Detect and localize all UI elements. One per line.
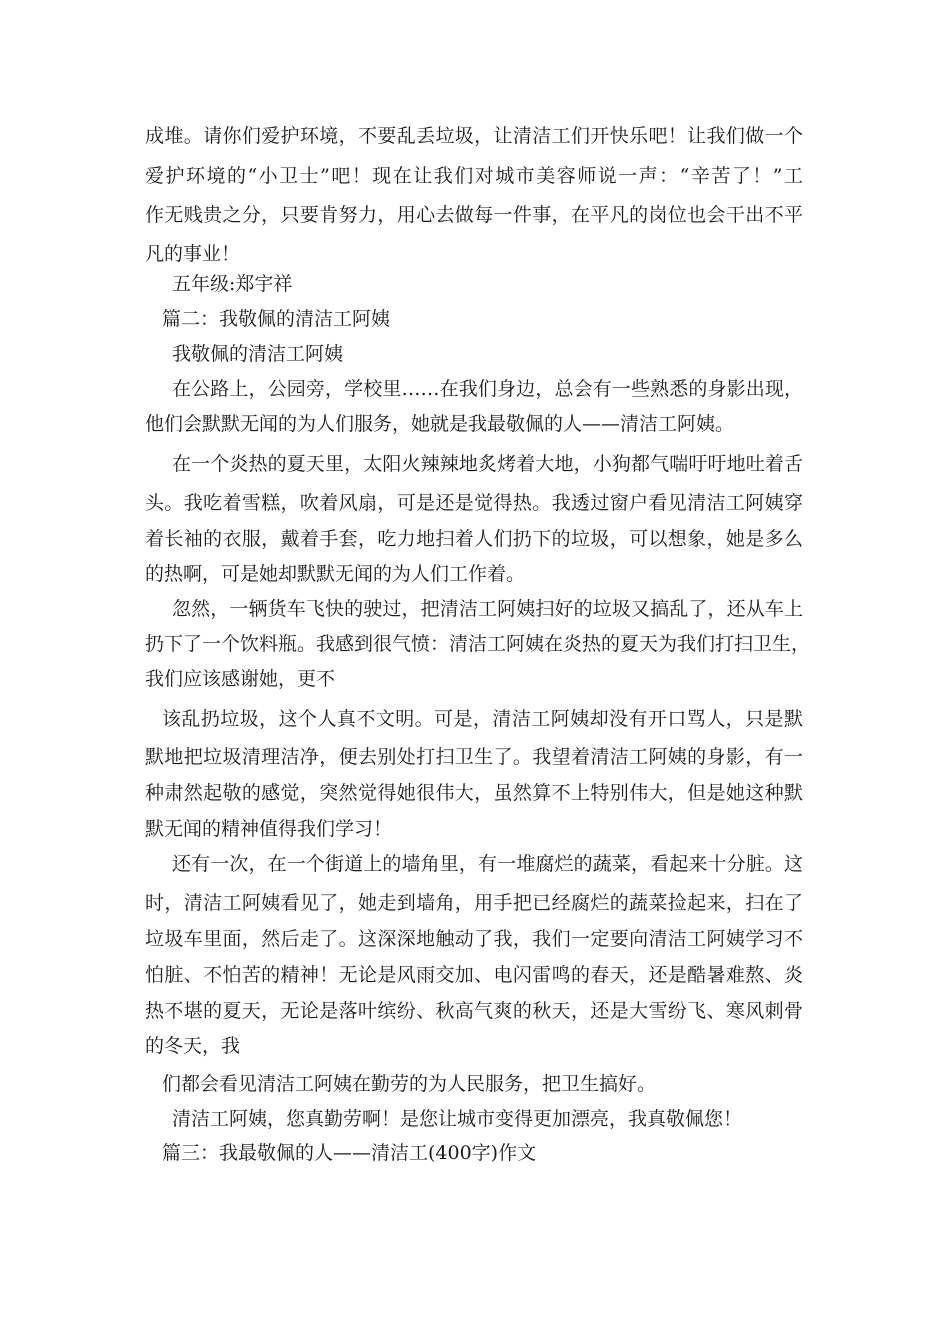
text-line: 扔下了一个饮料瓶。我感到很气愤：清洁工阿姨在炎热的夏天为我们打扫卫生， — [145, 633, 811, 655]
text-line: 爱护环境的“小卫士”吧！现在让我们对城市美容师说一声：“辛苦了！”工 — [145, 165, 803, 187]
text-line: 凡的事业！ — [145, 243, 241, 265]
text-line: 成堆。请你们爱护环境，不要乱丢垃圾，让清洁工们开快乐吧！让我们做一个 — [145, 125, 803, 147]
text-line: 默无闻的精神值得我们学习！ — [145, 818, 393, 840]
text-line: 着长袖的衣服，戴着手套，吃力地扫着人们扔下的垃圾，可以想象，她是多么 — [145, 528, 803, 550]
text-line: 们都会看见清洁工阿姨在勤劳的为人民服务，把卫生搞好。 — [162, 1073, 657, 1095]
author-line: 五年级:郑宇祥 — [172, 273, 293, 295]
paragraph-first-line: 在公路上，公园旁，学校里……在我们身边，总会有一些熟悉的身影出现， — [172, 378, 803, 400]
section-heading: 篇二：我敬佩的清洁工阿姨 — [162, 308, 391, 330]
text-line: 时，清洁工阿姨看见了，她走到墙角，用手把已经腐烂的蔬菜捡起来，扫在了 — [145, 892, 803, 914]
text-line: 热不堪的夏天，无论是落叶缤纷、秋高气爽的秋天，还是大雪纷飞、寒风刺骨 — [145, 1000, 803, 1022]
paragraph-first-line: 忽然，一辆货车飞快的驶过，把清洁工阿姨扫好的垃圾又搞乱了，还从车上 — [172, 598, 803, 620]
text-line: 头。我吃着雪糕，吹着风扇，可是还是觉得热。我透过窗户看见清洁工阿姨穿 — [145, 492, 803, 514]
paragraph-first-line: 还有一次，在一个街道上的墙角里，有一堆腐烂的蔬菜，看起来十分脏。这 — [172, 853, 803, 875]
text-line: 的热啊，可是她却默默无闻的为人们工作着。 — [145, 563, 526, 585]
text-line: 怕脏、不怕苦的精神！无论是风雨交加、电闪雷鸣的春天，还是酷暑难熬、炎 — [145, 964, 803, 986]
text-line: 种肃然起敬的感觉，突然觉得她很伟大，虽然算不上特别伟大，但是她这种默 — [145, 782, 803, 804]
text-line: 垃圾车里面，然后走了。这深深地触动了我，我们一定要向清洁工阿姨学习不 — [145, 928, 803, 950]
text-line: 默地把垃圾清理洁净，便去别处打扫卫生了。我望着清洁工阿姨的身影，有一 — [145, 746, 803, 768]
section-heading: 篇三：我最敬佩的人——清洁工(400字)作文 — [162, 1142, 537, 1164]
essay-title: 我敬佩的清洁工阿姨 — [172, 343, 344, 365]
text-line: 清洁工阿姨，您真勤劳啊！是您让城市变得更加漂亮，我真敬佩您！ — [172, 1108, 743, 1130]
paragraph-first-line: 在一个炎热的夏天里，太阳火辣辣地炙烤着大地，小狗都气喘吁吁地吐着舌 — [172, 453, 803, 475]
text-line: 的冬天，我 — [145, 1035, 241, 1057]
text-line: 作无贱贵之分，只要肯努力，用心去做每一件事，在平凡的岗位也会干出不平 — [145, 204, 803, 226]
text-line: 他们会默默无闻的为人们服务，她就是我最敬佩的人——清洁工阿姨。 — [145, 413, 735, 435]
text-line: 该乱扔垃圾，这个人真不文明。可是，清洁工阿姨却没有开口骂人，只是默 — [162, 708, 803, 730]
text-line: 我们应该感谢她，更不 — [145, 668, 336, 690]
